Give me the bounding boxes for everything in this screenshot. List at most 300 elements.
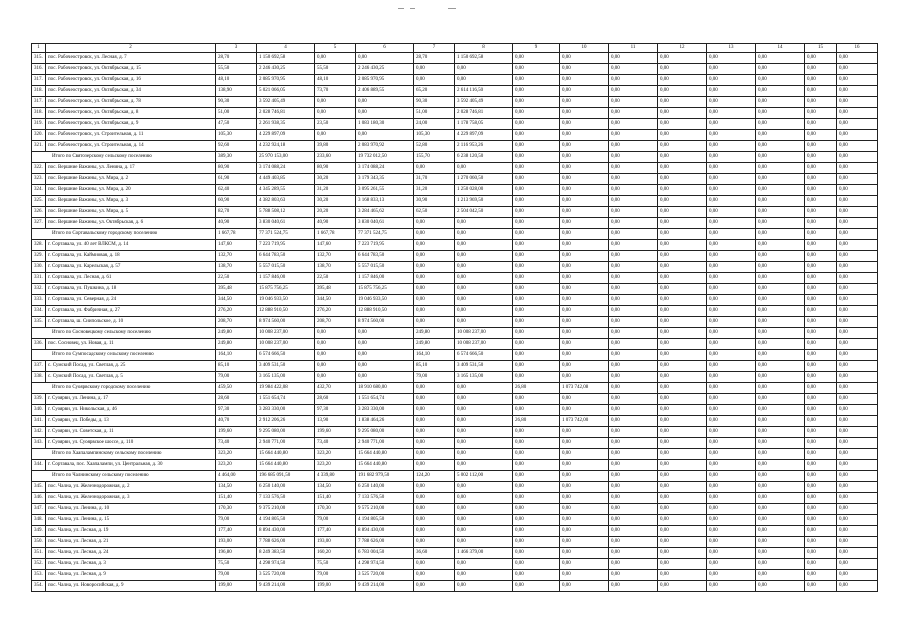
column-header: 4 [257,44,315,53]
value-cell: 0,00 [805,251,837,262]
value-cell: 19 732 012,50 [356,152,414,163]
value-cell: 6 238 120,50 [455,152,513,163]
address-cell: г. Сортавала, ул. 40 лет ВЛКСМ, д. 14 [46,240,216,251]
value-cell: 0,00 [658,53,707,64]
address-cell: пос. Вершние Важины, ул. Октябрьская, д. 6 [46,218,216,229]
value-cell: 3 525 720,00 [257,570,315,581]
value-cell: 7 788 626,00 [257,537,315,548]
value-cell: 170,30 [216,504,257,515]
value-cell: 5 557 015,50 [356,262,414,273]
value-cell: 0,00 [513,284,560,295]
row-number: 330. [32,262,46,273]
value-cell: 0,00 [805,548,837,559]
value-cell: 2 085 970,95 [257,75,315,86]
value-cell: 0,00 [837,548,878,559]
value-cell: 3 283 330,00 [356,405,414,416]
value-cell: 2 261 938,35 [257,119,315,130]
value-cell: 0,00 [707,350,756,361]
value-cell: 0,00 [513,97,560,108]
value-cell: 0,00 [837,317,878,328]
value-cell: 0,00 [560,53,609,64]
value-cell: 0,00 [414,438,455,449]
table-row [32,53,878,64]
value-cell: 0,00 [707,284,756,295]
value-cell: 0,00 [414,449,455,460]
value-cell: 2 406 889,55 [356,86,414,97]
value-cell: 389,30 [216,152,257,163]
value-cell: 0,00 [513,581,560,592]
value-cell: 0,00 [658,471,707,482]
table-row [32,130,878,141]
address-cell: пос. Рабочеостровск, ул. Октябрьская, д. 9 [46,119,216,130]
value-cell: 0,00 [707,471,756,482]
row-number: 336. [32,339,46,350]
value-cell: 0,00 [560,405,609,416]
value-cell: 0,00 [837,218,878,229]
value-cell: 0,00 [837,471,878,482]
value-cell: 193,00 [315,537,356,548]
value-cell: 0,00 [756,295,805,306]
value-cell: 1 250 028,00 [455,185,513,196]
address-cell: пос. Чална, ул. Лесная, д. 3 [46,559,216,570]
value-cell: 0,00 [658,229,707,240]
value-cell: 0,00 [805,449,837,460]
value-cell: 0,00 [837,86,878,97]
value-cell: 0,00 [609,119,658,130]
value-cell: 0,00 [560,207,609,218]
value-cell: 0,00 [756,438,805,449]
value-cell: 0,00 [707,493,756,504]
value-cell: 0,00 [707,548,756,559]
value-cell: 0,00 [609,207,658,218]
row-number: 334. [32,306,46,317]
row-number: 353. [32,570,46,581]
value-cell: 0,00 [756,383,805,394]
value-cell: 0,00 [707,526,756,537]
row-number: 316. [32,64,46,75]
value-cell: 3 179 343,35 [356,174,414,185]
value-cell: 1 213 969,50 [455,196,513,207]
value-cell: 0,00 [560,163,609,174]
value-cell: 79,00 [315,515,356,526]
table-row [32,416,878,427]
value-cell: 0,00 [837,570,878,581]
value-cell: 199,00 [216,581,257,592]
value-cell: 0,00 [707,570,756,581]
table-row [32,317,878,328]
value-cell: 0,00 [805,185,837,196]
value-cell: 0,00 [805,75,837,86]
value-cell: 5 002 112,00 [455,471,513,482]
value-cell: 0,00 [756,86,805,97]
value-cell: 0,00 [805,526,837,537]
scan-mark [410,8,415,9]
row-number: 320. [32,130,46,141]
value-cell: 1 157 846,00 [356,273,414,284]
value-cell: 0,00 [805,86,837,97]
value-cell: 2 116 953,26 [455,141,513,152]
value-cell: 0,00 [560,119,609,130]
value-cell: 18 910 680,00 [356,383,414,394]
value-cell: 39,80 [315,141,356,152]
value-cell: 0,00 [658,185,707,196]
value-cell: 36,60 [414,548,455,559]
address-cell: пос. Вершние Важины, ул. Мира, д. 3 [46,196,216,207]
value-cell: 31,70 [414,174,455,185]
column-header: 5 [315,44,356,53]
row-number: 341. [32,416,46,427]
value-cell: 249,80 [414,339,455,350]
value-cell: 2 028 746,81 [257,108,315,119]
value-cell: 151,40 [315,493,356,504]
address-cell: г. Сортавала, пос. Хаапалампи, ул. Центральная, д. 30 [46,460,216,471]
value-cell: 0,00 [455,75,513,86]
table-row [32,570,878,581]
value-cell: 77 371 524,75 [257,229,315,240]
value-cell: 0,00 [609,284,658,295]
value-cell: 0,00 [455,438,513,449]
value-cell: 0,00 [609,295,658,306]
value-cell: 0,00 [560,548,609,559]
value-cell: 233,60 [315,152,356,163]
value-cell: 0,00 [513,152,560,163]
value-cell: 0,00 [513,229,560,240]
value-cell: 0,00 [609,460,658,471]
value-cell: 0,00 [707,240,756,251]
value-cell: 0,00 [837,372,878,383]
value-cell: 0,00 [756,130,805,141]
value-cell: 0,00 [455,383,513,394]
value-cell: 0,00 [560,174,609,185]
value-cell: 0,00 [609,86,658,97]
value-cell: 0,00 [756,449,805,460]
table-row [32,207,878,218]
value-cell: 19 046 933,50 [356,295,414,306]
address-cell: г. Суоярви, ул. Победы, д. 13 [46,416,216,427]
value-cell: 0,00 [315,97,356,108]
address-cell: с. Сумский Посад, ул. Светлая, д. 5 [46,372,216,383]
value-cell: 0,00 [837,460,878,471]
table-row [32,460,878,471]
value-cell: 2 940 771,00 [356,438,414,449]
address-cell: г. Сортавала, ул. Северная, д. 24 [46,295,216,306]
table-row [32,119,878,130]
row-number: 327. [32,218,46,229]
value-cell: 177,40 [216,526,257,537]
value-cell: 3 284 465,62 [356,207,414,218]
table-row [32,504,878,515]
value-cell: 0,00 [609,306,658,317]
value-cell: 249,80 [216,328,257,339]
value-cell: 2 028 746,81 [455,108,513,119]
value-cell: 0,00 [707,251,756,262]
value-cell: 79,00 [315,570,356,581]
value-cell: 0,00 [455,240,513,251]
value-cell: 344,50 [216,295,257,306]
value-cell: 0,00 [513,361,560,372]
value-cell: 0,00 [513,108,560,119]
value-cell: 0,00 [560,482,609,493]
value-cell: 0,00 [707,361,756,372]
table-row [32,295,878,306]
row-number: 347. [32,504,46,515]
value-cell: 0,00 [414,559,455,570]
value-cell: 82,70 [216,207,257,218]
value-cell: 0,00 [805,317,837,328]
value-cell: 0,00 [414,240,455,251]
value-cell: 0,00 [560,273,609,284]
value-cell: 8 974 560,00 [257,317,315,328]
value-cell: 0,00 [805,53,837,64]
value-cell: 0,00 [414,295,455,306]
value-cell: 196,80 [216,548,257,559]
value-cell: 0,00 [707,185,756,196]
value-cell: 0,00 [356,372,414,383]
value-cell: 0,00 [414,482,455,493]
value-cell: 22,50 [315,273,356,284]
value-cell: 0,00 [707,273,756,284]
value-cell: 0,00 [837,75,878,86]
value-cell: 0,00 [837,383,878,394]
value-cell: 48,10 [315,75,356,86]
row-number: 335. [32,317,46,328]
value-cell: 4 298 974,50 [257,559,315,570]
subtotal-label: Итого по Хаапалампинскому сельскому поселению [32,449,216,460]
value-cell: 0,00 [414,405,455,416]
value-cell: 0,00 [414,581,455,592]
value-cell: 0,00 [513,350,560,361]
value-cell: 0,00 [837,416,878,427]
row-number: 344. [32,460,46,471]
value-cell: 13,90 [315,416,356,427]
value-cell: 0,00 [513,570,560,581]
value-cell: 0,00 [609,229,658,240]
address-cell: пос. Чална, ул. Ленина, д. 10 [46,504,216,515]
value-cell: 28,60 [216,394,257,405]
table-body [32,53,878,592]
value-cell: 0,00 [658,570,707,581]
value-cell: 0,00 [455,306,513,317]
value-cell: 0,00 [455,493,513,504]
value-cell: 0,00 [609,570,658,581]
value-cell: 105,30 [216,130,257,141]
value-cell: 0,00 [658,493,707,504]
value-cell: 0,00 [658,383,707,394]
value-cell: 138,90 [216,86,257,97]
value-cell: 0,00 [609,273,658,284]
value-cell: 10 008 237,00 [257,339,315,350]
row-number: 348. [32,515,46,526]
value-cell: 0,00 [455,218,513,229]
address-cell: пос. Чална, ул. Лесная, д. 9 [46,570,216,581]
table-row [32,108,878,119]
value-cell: 0,00 [805,416,837,427]
value-cell: 395,48 [216,284,257,295]
value-cell: 0,00 [805,108,837,119]
address-cell: г. Суоярви, ул. Советская, д. 11 [46,427,216,438]
value-cell: 0,00 [609,581,658,592]
value-cell: 0,00 [805,394,837,405]
value-cell: 0,00 [658,295,707,306]
value-cell: 0,00 [414,526,455,537]
value-cell: 323,20 [216,449,257,460]
value-cell: 0,00 [560,515,609,526]
value-cell: 0,00 [658,163,707,174]
value-cell: 0,00 [658,141,707,152]
value-cell: 0,00 [560,581,609,592]
value-cell: 4 464,00 [216,471,257,482]
value-cell: 90,30 [414,97,455,108]
value-cell: 0,00 [756,141,805,152]
value-cell: 0,00 [756,339,805,350]
column-header: 1 [32,44,46,53]
subtotal-label: Итого по Сумпосадскому сельскому поселению [32,350,216,361]
value-cell: 0,00 [513,306,560,317]
value-cell: 208,70 [315,317,356,328]
value-cell: 0,00 [356,97,414,108]
value-cell: 134,50 [216,482,257,493]
value-cell: 0,00 [837,526,878,537]
value-cell: 0,00 [658,207,707,218]
value-cell: 0,00 [837,482,878,493]
value-cell: 0,00 [414,515,455,526]
value-cell: 73,40 [315,438,356,449]
value-cell: 0,00 [707,460,756,471]
value-cell: 48,10 [216,75,257,86]
value-cell: 0,00 [756,581,805,592]
value-cell: 55,50 [216,64,257,75]
value-cell: 0,00 [513,493,560,504]
value-cell: 0,00 [658,218,707,229]
value-cell: 0,00 [756,405,805,416]
scan-mark [398,8,404,9]
value-cell: 1 270 060,50 [455,174,513,185]
value-cell: 0,00 [513,482,560,493]
row-number: 326. [32,207,46,218]
row-number: 332. [32,284,46,295]
value-cell: 276,20 [216,306,257,317]
value-cell: 0,00 [414,163,455,174]
value-cell: 0,00 [455,229,513,240]
value-cell: 0,00 [707,207,756,218]
value-cell: 0,00 [837,273,878,284]
value-cell: 0,00 [513,394,560,405]
value-cell: 0,00 [513,196,560,207]
value-cell: 0,00 [658,328,707,339]
value-cell: 0,00 [315,328,356,339]
value-cell: 0,00 [560,493,609,504]
value-cell: 0,00 [560,537,609,548]
value-cell: 1 667,78 [315,229,356,240]
column-header: 15 [805,44,837,53]
value-cell: 0,00 [455,251,513,262]
value-cell: 0,00 [414,229,455,240]
value-cell: 0,00 [707,86,756,97]
value-cell: 0,00 [837,394,878,405]
value-cell: 7 223 719,95 [356,240,414,251]
table-row [32,141,878,152]
value-cell: 51,00 [414,108,455,119]
address-cell: г. Сортавала, ш. Сиипольское, д. 10 [46,317,216,328]
value-cell: 0,00 [609,262,658,273]
value-cell: 0,00 [658,548,707,559]
value-cell: 199,60 [315,427,356,438]
address-cell: г. Сортавала, ул. Карельская, д. 57 [46,262,216,273]
value-cell: 0,00 [414,284,455,295]
subtotal-label: Итого по Сортавальскому городскому поселению [32,229,216,240]
value-cell: 0,00 [805,339,837,350]
value-cell: 0,00 [707,306,756,317]
value-cell: 0,00 [658,427,707,438]
column-header: 6 [356,44,414,53]
value-cell: 170,30 [315,504,356,515]
value-cell: 0,00 [837,251,878,262]
value-cell: 0,00 [513,526,560,537]
row-number: 342. [32,427,46,438]
value-cell: 0,00 [513,438,560,449]
value-cell: 0,00 [805,361,837,372]
subtotal-label: Итого по Суоярвскому городскому поселению [32,383,216,394]
table-row [32,284,878,295]
value-cell: 0,00 [414,383,455,394]
value-cell: 5 557 015,50 [257,262,315,273]
value-cell: 61,90 [216,174,257,185]
value-cell: 26,80 [513,416,560,427]
value-cell: 0,00 [658,438,707,449]
value-cell: 0,00 [658,526,707,537]
value-cell: 0,00 [707,328,756,339]
value-cell: 0,00 [609,471,658,482]
value-cell: 15 664 440,80 [257,449,315,460]
value-cell: 0,00 [837,141,878,152]
value-cell: 1 150 692,58 [257,53,315,64]
column-header: 11 [609,44,658,53]
value-cell: 8 974 560,00 [356,317,414,328]
value-cell: 160,20 [315,548,356,559]
value-cell: 0,00 [414,262,455,273]
address-cell: пос. Вершние Важины, ул. Мира, д. 20 [46,185,216,196]
value-cell: 0,00 [707,108,756,119]
value-cell: 0,00 [837,229,878,240]
value-cell: 1 083 180,30 [356,119,414,130]
scan-mark [448,8,456,9]
value-cell: 0,00 [756,317,805,328]
value-cell: 105,30 [414,130,455,141]
value-cell: 0,00 [414,460,455,471]
value-cell: 0,00 [805,229,837,240]
value-cell: 0,00 [560,350,609,361]
value-cell: 0,00 [609,251,658,262]
column-header: 2 [46,44,216,53]
value-cell: 0,00 [805,460,837,471]
value-cell: 0,00 [805,383,837,394]
value-cell: 30,90 [414,196,455,207]
value-cell: 0,00 [837,438,878,449]
value-cell: 3 525 720,00 [356,570,414,581]
value-cell: 1 667,78 [216,229,257,240]
value-cell: 0,00 [805,537,837,548]
value-cell: 0,00 [455,581,513,592]
value-cell: 0,00 [609,416,658,427]
value-cell: 0,00 [805,284,837,295]
value-cell: 0,00 [455,163,513,174]
value-cell: 3 409 531,50 [455,361,513,372]
value-cell: 0,00 [356,350,414,361]
value-cell: 0,00 [707,218,756,229]
address-cell: г. Сортавала, ул. Лесная, д. 61 [46,273,216,284]
value-cell: 7 133 576,50 [356,493,414,504]
value-cell: 0,00 [513,64,560,75]
